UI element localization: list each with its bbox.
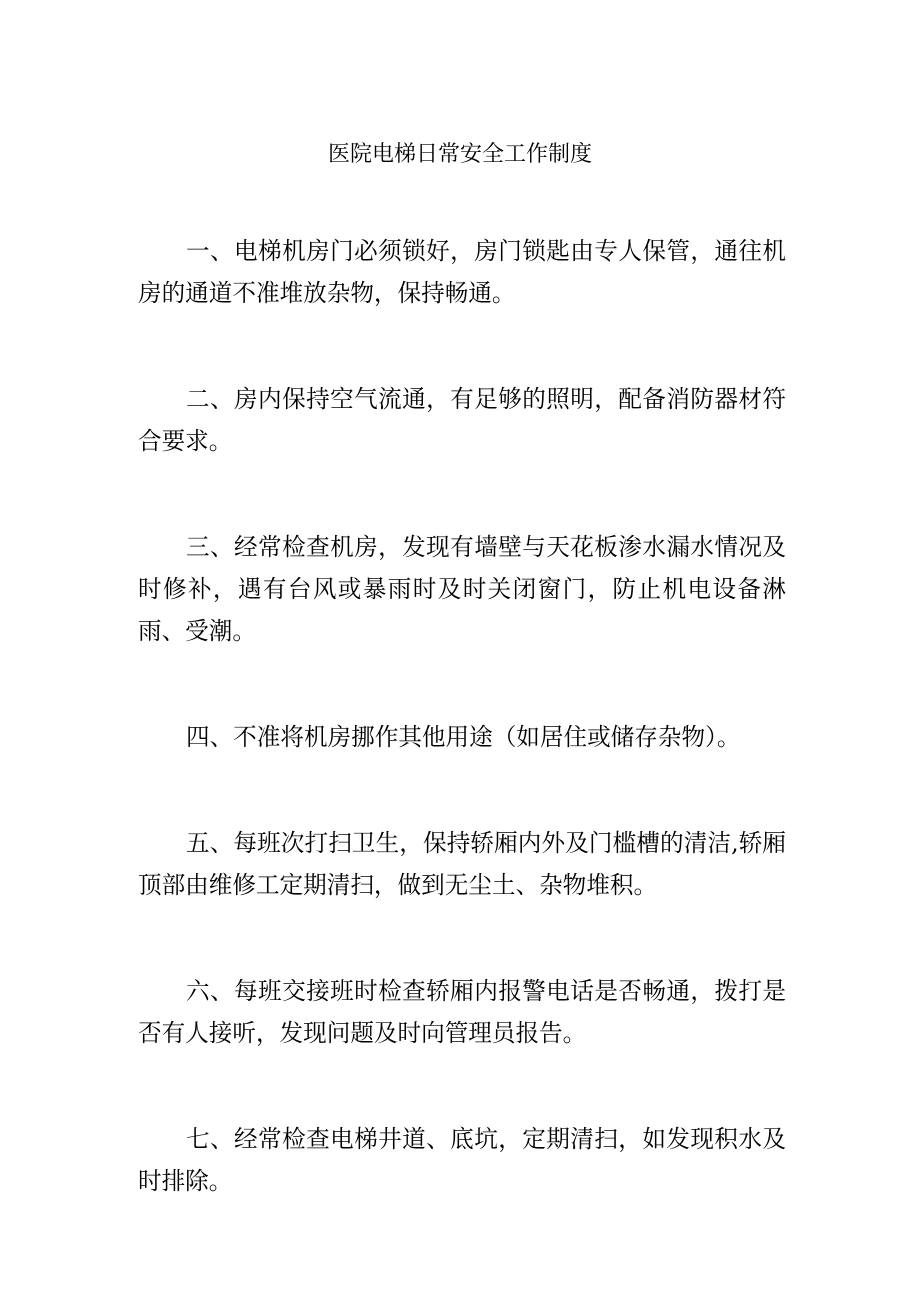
clause-2: 二、房内保持空气流通，有足够的照明，配备消防器材符合要求。 <box>138 385 786 455</box>
clause-5: 五、每班次打扫卫生，保持轿厢内外及门槛槽的清洁,轿厢顶部由维修工定期清扫，做到无尘土、杂物堆积。 <box>138 829 786 899</box>
clause-4: 四、不准将机房挪作其他用途（如居住或储存杂物）。 <box>186 723 741 751</box>
clause-1: 一、电梯机房门必须锁好，房门锁匙由专人保管，通往机房的通道不准堆放杂物，保持畅通。 <box>138 237 786 307</box>
clause-list <box>138 230 786 1202</box>
clause-3: 三、经常检查机房，发现有墙壁与天花板渗水漏水情况及时修补，遇有台风或暴雨时及时关闭窗门，防止机电设备淋雨、受潮。 <box>138 533 786 645</box>
clause-7: 七、经常检查电梯井道、底坑，定期清扫，如发现积水及时排除。 <box>138 1125 786 1195</box>
document-title: 医院电梯日常安全工作制度 <box>327 142 592 167</box>
clause-6: 六、每班交接班时检查轿厢内报警电话是否畅通，拨打是否有人接听，发现问题及时向管理员报告。 <box>138 977 786 1047</box>
